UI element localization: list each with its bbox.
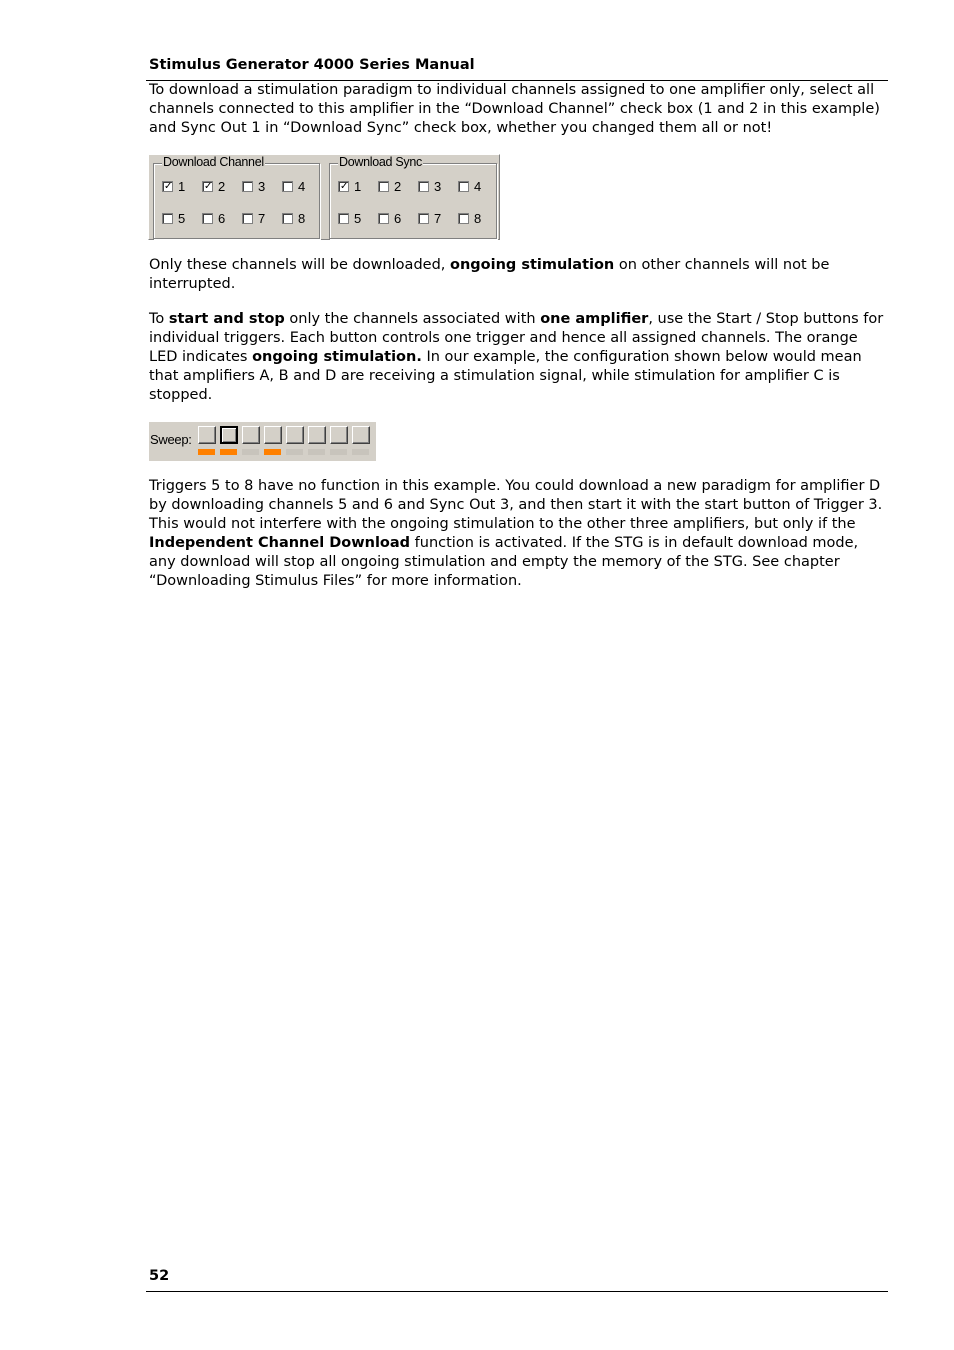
- paragraph-only-these-channels: [149, 256, 884, 294]
- sync-checkbox-8[interactable]: [458, 210, 498, 226]
- checkbox-label: 8: [474, 210, 482, 226]
- download-sync-title: Download Sync: [339, 155, 422, 169]
- led-off-indicator: [286, 449, 303, 455]
- checkbox-square[interactable]: [418, 181, 429, 192]
- trigger-3: [242, 426, 262, 455]
- download-sync-group: [329, 155, 497, 239]
- sync-checkbox-4[interactable]: [458, 178, 498, 194]
- download-channel-title: Download Channel: [163, 155, 264, 169]
- channel-checkbox-8[interactable]: [282, 210, 322, 226]
- checkbox-square[interactable]: [458, 181, 469, 192]
- led-on-indicator: [264, 449, 281, 455]
- download-channel-checkboxes: [162, 178, 322, 226]
- checkbox-square[interactable]: [162, 213, 173, 224]
- paragraph-triggers-info: [149, 477, 884, 591]
- text-run: Only these channels will be downloaded,: [149, 257, 450, 273]
- sync-checkbox-1[interactable]: [338, 178, 378, 194]
- trigger-start-stop-button[interactable]: [352, 426, 370, 444]
- checkbox-label: 6: [394, 210, 402, 226]
- checkbox-label: 4: [474, 178, 482, 194]
- trigger-start-stop-button[interactable]: [286, 426, 304, 444]
- led-off-indicator: [242, 449, 259, 455]
- checkbox-square[interactable]: [378, 181, 389, 192]
- trigger-5: [286, 426, 306, 455]
- footer-rule: [146, 1291, 888, 1292]
- trigger-start-stop-button[interactable]: [330, 426, 348, 444]
- led-on-indicator: [220, 449, 237, 455]
- bold-start-and-stop: start and stop: [168, 311, 285, 327]
- channel-checkbox-3[interactable]: [242, 178, 282, 194]
- led-off-indicator: [308, 449, 325, 455]
- paragraph-start-and-stop: [149, 310, 884, 405]
- channel-checkbox-7[interactable]: [242, 210, 282, 226]
- text-run: In our example, the configuration shown below would mean that amplifiers A, B and D are receiving a stimulation signal, while stimulation for amplifier C is stopped.: [149, 349, 862, 403]
- sync-checkbox-2[interactable]: [378, 178, 418, 194]
- checkbox-square[interactable]: [458, 213, 469, 224]
- checkbox-square[interactable]: [282, 181, 293, 192]
- checkbox-label: 6: [218, 210, 226, 226]
- checkbox-square[interactable]: [418, 213, 429, 224]
- channel-checkbox-1[interactable]: [162, 178, 202, 194]
- checkbox-label: 8: [298, 210, 306, 226]
- text-run: function is activated. If the STG is in default download mode, any download will stop all ongoing stimulation and empty the memory of the STG. See chapter “Downloading Stimulus Files” for more information.: [149, 535, 859, 589]
- sweep-label: Sweep:: [150, 432, 192, 447]
- checkmark-icon[interactable]: ✓: [164, 180, 173, 192]
- document-header-title: Stimulus Generator 4000 Series Manual: [149, 57, 475, 73]
- bold-ongoing-stimulation: ongoing stimulation.: [252, 349, 422, 365]
- checkmark-icon[interactable]: ✓: [204, 180, 213, 192]
- trigger-7: [330, 426, 350, 455]
- text-run: only the channels associated with: [284, 311, 541, 327]
- trigger-1: [198, 426, 218, 455]
- download-settings-panel: [148, 154, 500, 240]
- checkbox-square[interactable]: [338, 213, 349, 224]
- checkbox-label: 1: [178, 178, 186, 194]
- checkbox-square[interactable]: [242, 213, 253, 224]
- checkbox-label: 5: [354, 210, 362, 226]
- trigger-start-stop-button[interactable]: [308, 426, 326, 444]
- bold-independent-channel-download: Independent Channel Download: [149, 535, 411, 551]
- checkmark-icon[interactable]: ✓: [340, 180, 349, 192]
- checkbox-label: 3: [434, 178, 442, 194]
- trigger-6: [308, 426, 328, 455]
- checkbox-label: 3: [258, 178, 266, 194]
- channel-checkbox-6[interactable]: [202, 210, 242, 226]
- paragraph-download-instructions: To download a stimulation paradigm to individual channels assigned to one amplifier only, select all channels connected to this amplifier in the “Download Channel” check box (1 and 2 in this example) and Sync Out 1 in “Download Sync” check box, whether you changed them all or not!: [149, 82, 880, 136]
- trigger-start-stop-button[interactable]: [242, 426, 260, 444]
- trigger-start-stop-button[interactable]: [264, 426, 282, 444]
- channel-checkbox-5[interactable]: [162, 210, 202, 226]
- checkbox-label: 5: [178, 210, 186, 226]
- checkbox-label: 7: [258, 210, 266, 226]
- text-run: To: [149, 311, 169, 327]
- sync-checkbox-5[interactable]: [338, 210, 378, 226]
- checkbox-label: 2: [218, 178, 226, 194]
- checkbox-label: 4: [298, 178, 306, 194]
- trigger-start-stop-button[interactable]: [220, 426, 238, 444]
- sync-checkbox-7[interactable]: [418, 210, 458, 226]
- channel-checkbox-4[interactable]: [282, 178, 322, 194]
- text-run: on other channels will not be interrupted.: [149, 257, 830, 292]
- checkbox-square[interactable]: [242, 181, 253, 192]
- checkbox-square[interactable]: [282, 213, 293, 224]
- download-sync-checkboxes: [338, 178, 498, 226]
- bold-ongoing-stimulation: ongoing stimulation: [450, 257, 615, 273]
- checkbox-label: 1: [354, 178, 362, 194]
- led-off-indicator: [352, 449, 369, 455]
- text-run: Triggers 5 to 8 have no function in this example. You could download a new paradigm for amplifier D by downloading channels 5 and 6 and Sync Out 3, and then start it with the start button of Trigger 3. This would not interfere with the ongoing stimulation to the other three amplifiers, but only if the: [149, 478, 883, 532]
- led-off-indicator: [330, 449, 347, 455]
- checkbox-square[interactable]: [202, 213, 213, 224]
- text-run: , use the Start / Stop buttons for individual triggers. Each button controls one trigger and hence all assigned channels. The orange LED indicates: [149, 311, 884, 365]
- bold-one-amplifier: one amplifier: [540, 311, 649, 327]
- checkbox-square[interactable]: [378, 213, 389, 224]
- trigger-2: [220, 426, 240, 455]
- sweep-toolbar: [149, 422, 376, 461]
- trigger-start-stop-button[interactable]: [198, 426, 216, 444]
- trigger-4: [264, 426, 284, 455]
- trigger-8: [352, 426, 372, 455]
- download-channel-group: [153, 155, 320, 239]
- page-number: 52: [149, 1268, 170, 1284]
- led-on-indicator: [198, 449, 215, 455]
- channel-checkbox-2[interactable]: [202, 178, 242, 194]
- sync-checkbox-3[interactable]: [418, 178, 458, 194]
- checkbox-label: 7: [434, 210, 442, 226]
- sync-checkbox-6[interactable]: [378, 210, 418, 226]
- checkbox-label: 2: [394, 178, 402, 194]
